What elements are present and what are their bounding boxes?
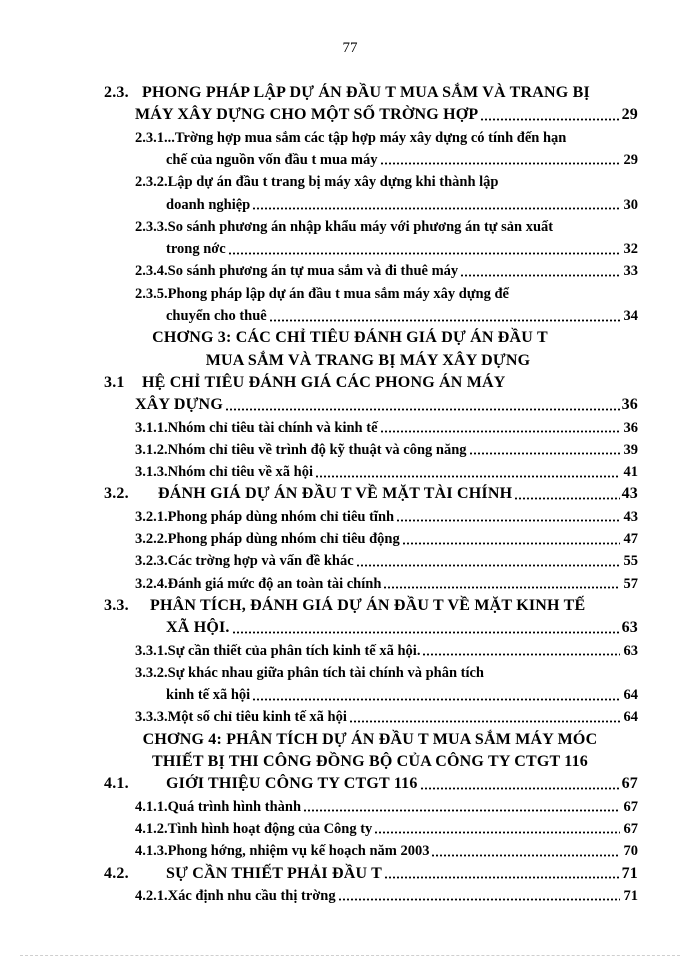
- toc-page-number: 67: [621, 775, 638, 793]
- toc-section-number: 3.2.: [104, 485, 129, 503]
- toc-row: [0, 216, 700, 239]
- dot-leader: [380, 430, 620, 433]
- toc-entry-text: kinh tế xã hội: [166, 687, 251, 704]
- dot-leader: [356, 564, 620, 567]
- toc-row: [0, 617, 700, 640]
- toc-row: [0, 260, 700, 283]
- toc-entry-text: chế của nguồn vốn đầu t mua máy: [166, 151, 378, 168]
- toc-entry-text: 3.1.2.Nhóm chỉ tiêu về trình độ kỹ thuật và công năng: [135, 441, 467, 458]
- toc-entry-text: trong nớc: [166, 241, 226, 258]
- toc-page-number: 63: [621, 619, 638, 637]
- toc-row: [0, 840, 700, 863]
- toc-row: [0, 394, 700, 417]
- chapter-title: CHƠNG 3: CÁC CHỈ TIÊU ĐÁNH GIÁ DỰ ÁN ĐẦU T: [152, 329, 548, 347]
- dot-leader: [232, 631, 620, 634]
- dot-leader: [514, 497, 620, 500]
- dot-leader: [460, 274, 620, 277]
- dot-leader: [469, 452, 620, 455]
- toc-page-number: 47: [623, 531, 638, 547]
- toc-page-number: 36: [623, 419, 638, 436]
- toc-page-number: 64: [623, 709, 638, 726]
- toc-entry-text: XÃ HỘI.: [166, 619, 230, 637]
- toc-entry-text: 3.3.2.Sự khác nhau giữa phân tích tài chính và phân tích: [135, 664, 484, 681]
- dot-leader: [402, 542, 620, 545]
- toc-entry-text: 2.3.4.So sánh phương án tự mua sắm và đi thuê máy: [135, 263, 459, 280]
- toc-entry-text: 4.1.1.Quá trình hình thành: [135, 798, 302, 815]
- toc-row: [0, 684, 700, 707]
- toc-row: [0, 506, 700, 529]
- toc-row: [0, 305, 700, 328]
- toc-row: [0, 417, 700, 440]
- toc-row: [0, 171, 700, 194]
- toc-row: [0, 640, 700, 663]
- dot-leader: [422, 653, 620, 656]
- toc-entry-text: 4.1.2.Tình hình hoạt động của Công ty: [135, 820, 373, 837]
- dot-leader: [431, 854, 620, 857]
- toc-row: [0, 194, 700, 217]
- chapter-title: THIẾT BỊ THI CÔNG ĐỒNG BỘ CỦA CÔNG TY CTGT 116: [152, 753, 588, 770]
- toc-entry-text: ĐÁNH GIÁ DỰ ÁN ĐẦU T VỀ MẶT TÀI CHÍNH: [158, 485, 513, 503]
- dot-leader: [396, 519, 620, 522]
- toc-entry-text: XÂY DỰNG: [135, 396, 223, 414]
- toc-row: [0, 82, 700, 105]
- toc-page-number: 36: [621, 396, 638, 414]
- toc-entry-text: 3.1.3.Nhóm chỉ tiêu về xã hội: [135, 464, 314, 481]
- toc-page-number: 63: [623, 642, 638, 659]
- toc-entry-text: 4.2.1.Xác định nhu cầu thị trờng: [135, 887, 336, 904]
- toc-row: [0, 372, 700, 395]
- page-bottom-border: [20, 955, 680, 956]
- toc-page-number: 71: [621, 864, 638, 882]
- toc-row: [0, 863, 700, 886]
- dot-leader: [269, 319, 620, 322]
- toc-entry-text: 4.1.3.Phong hớng, nhiệm vụ kế hoạch năm 2003: [135, 843, 430, 860]
- toc-row: [0, 706, 700, 729]
- toc-page-number: 32: [623, 241, 638, 258]
- toc-entry-text: PHONG PHÁP LẬP DỰ ÁN ĐẦU T MUA SẮM VÀ TRANG BỊ: [142, 84, 590, 101]
- toc-entry-text: chuyển cho thuê: [166, 308, 267, 324]
- toc-section-number: 3.3.: [104, 596, 129, 614]
- toc-row: [0, 796, 700, 819]
- toc-page-number: 41: [623, 464, 638, 481]
- toc-row: [0, 595, 700, 618]
- toc-section-number: 4.1.: [104, 775, 129, 793]
- toc-row: [0, 127, 700, 150]
- toc-page-number: 29: [621, 106, 638, 124]
- toc-page-number: 34: [623, 308, 638, 324]
- toc-entry-text: 3.2.1.Phong pháp dùng nhóm chỉ tiêu tĩnh: [135, 508, 395, 525]
- toc-page-number: 43: [623, 508, 638, 525]
- toc-entry-text: 2.3.3.So sánh phương án nhập khẩu máy với phương án tự sản xuất: [135, 218, 554, 235]
- toc-entry-text: MÁY XÂY DỰNG CHO MỘT SỐ TRỜNG HỢP: [135, 106, 479, 124]
- dot-leader: [252, 207, 620, 210]
- toc-page-number: 64: [623, 687, 638, 704]
- toc-row: [0, 483, 700, 506]
- toc-entry-text: 2.3.2.Lập dự án đầu t trang bị máy xây dựng khi thành lập: [135, 174, 499, 191]
- toc-page-number: 70: [623, 843, 638, 860]
- toc-page-number: 39: [623, 441, 638, 458]
- toc-page-number: 30: [623, 196, 638, 213]
- chapter-heading: [0, 751, 700, 774]
- dot-leader: [420, 787, 620, 790]
- toc-entry-text: SỰ CẦN THIẾT PHẢI ĐẦU T: [166, 864, 383, 882]
- toc-row: [0, 885, 700, 908]
- toc-section-number: 4.2.: [104, 864, 129, 882]
- dot-leader: [252, 698, 620, 701]
- toc-page-number: 67: [623, 820, 638, 837]
- dot-leader: [228, 252, 620, 255]
- toc-row: [0, 773, 700, 796]
- toc-page-number: 57: [623, 575, 638, 592]
- toc-entry-text: doanh nghiệp: [166, 196, 251, 213]
- dot-leader: [303, 809, 620, 812]
- dot-leader: [374, 831, 620, 834]
- toc-entry-text: 3.2.3.Các trờng hợp và vấn đề khác: [135, 553, 354, 570]
- dot-leader: [338, 898, 620, 901]
- toc-row: [0, 439, 700, 462]
- toc-page-number: 29: [623, 151, 638, 168]
- toc-entry-text: GIỚI THIỆU CÔNG TY CTGT 116: [166, 775, 418, 793]
- chapter-title: MUA SẮM VÀ TRANG BỊ MÁY XÂY DỰNG: [205, 351, 531, 369]
- toc-page-number: 67: [623, 798, 638, 815]
- toc-entry-text: 3.2.2.Phong pháp dùng nhóm chỉ tiêu động: [135, 531, 400, 547]
- toc-row: [0, 283, 700, 306]
- dot-leader: [380, 162, 620, 165]
- chapter-title: CHƠNG 4: PHÂN TÍCH DỰ ÁN ĐẦU T MUA SẮM MÁY MÓC: [142, 730, 598, 748]
- dot-leader: [315, 475, 620, 478]
- page-number: 77: [342, 40, 358, 56]
- chapter-heading: [0, 729, 700, 752]
- toc-page-number: 43: [621, 485, 638, 503]
- toc-page-number: 71: [623, 887, 638, 904]
- dot-leader: [383, 586, 620, 589]
- toc-row: [0, 662, 700, 685]
- toc-entry-text: 2.3.5.Phong pháp lập dự án đầu t mua sắm máy xây dựng để: [135, 285, 509, 302]
- toc-row: [0, 573, 700, 596]
- dot-leader: [225, 408, 620, 411]
- toc-row: [0, 550, 700, 573]
- toc-row: [0, 149, 700, 172]
- toc-row: [0, 461, 700, 484]
- dot-leader: [384, 876, 620, 879]
- toc-page-number: 33: [623, 263, 638, 280]
- toc-row: [0, 818, 700, 841]
- toc-section-number: 3.1: [104, 373, 125, 391]
- toc-entry-text: PHÂN TÍCH, ĐÁNH GIÁ DỰ ÁN ĐẦU T VỀ MẶT KINH TẾ: [150, 596, 586, 614]
- chapter-heading: [0, 350, 700, 373]
- toc-entry-text: 3.3.3.Một số chỉ tiêu kinh tế xã hội: [135, 709, 347, 726]
- chapter-heading: [0, 327, 700, 350]
- toc-entry-text: HỆ CHỈ TIÊU ĐÁNH GIÁ CÁC PHONG ÁN MÁY: [142, 373, 506, 391]
- dot-leader: [480, 118, 620, 121]
- toc-entry-text: 3.1.1.Nhóm chỉ tiêu tài chính và kinh tế: [135, 419, 378, 436]
- toc-row: [0, 104, 700, 127]
- toc-entry-text: 2.3.1...Trờng hợp mua sắm các tập hợp máy xây dựng có tính đến hạn: [135, 129, 567, 146]
- toc-entry-text: 3.3.1.Sự cần thiết của phân tích kinh tế xã hội.: [135, 642, 421, 659]
- toc-section-number: 2.3.: [104, 84, 129, 101]
- toc-entry-text: 3.2.4.Đánh giá mức độ an toàn tài chính: [135, 575, 382, 592]
- toc-row: [0, 238, 700, 261]
- dot-leader: [349, 720, 620, 723]
- toc-page-number: 55: [623, 553, 638, 570]
- toc-row: [0, 528, 700, 551]
